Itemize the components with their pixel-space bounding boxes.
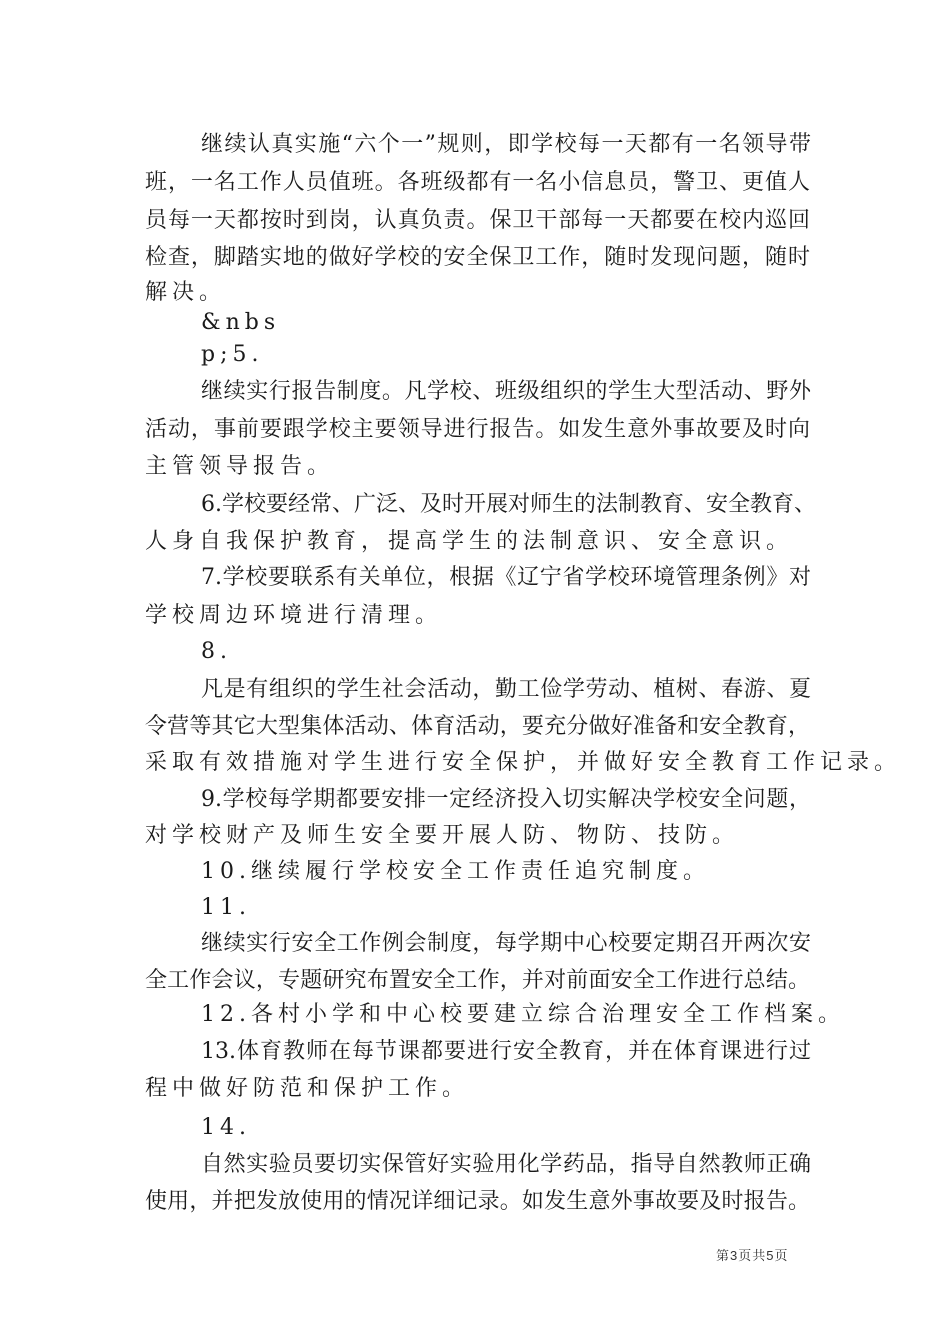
text-line: 继续认真实施“六个一”规则，即学校每一天都有一名领导带 — [201, 132, 811, 157]
text-line: 人身自我保护教育，提高学生的法制意识、安全意识。 — [145, 529, 794, 554]
text-line: 检查，脚踏实地的做好学校的安全保卫工作，随时发现问题，随时 — [145, 245, 810, 270]
text-line: 14. — [201, 1115, 251, 1140]
text-line: 凡是有组织的学生社会活动，勤工俭学劳动、植树、春游、夏 — [201, 677, 811, 702]
text-line: 主管领导报告。 — [145, 454, 335, 479]
text-line: 继续实行报告制度。凡学校、班级组织的学生大型活动、野外 — [201, 379, 811, 404]
text-line: 学校周边环境进行清理。 — [145, 603, 443, 628]
text-line: 活动，事前要跟学校主要领导进行报告。如发生意外事故要及时向 — [145, 417, 810, 442]
text-line: 10.继续履行学校安全工作责任追究制度。 — [201, 859, 710, 884]
text-line: 9.学校每学期都要安排一定经济投入切实解决学校安全问题， — [201, 787, 811, 812]
text-line: 12.各村小学和中心校要建立综合治理安全工作档案。 — [201, 1002, 845, 1027]
text-line: 全工作会议，专题研究布置安全工作，并对前面安全工作进行总结。 — [145, 968, 810, 993]
text-line: 解决。 — [145, 280, 227, 305]
text-line: 对学校财产及师生安全要开展人防、物防、技防。 — [145, 823, 740, 848]
text-line: 班，一名工作人员值班。各班级都有一名小信息员，警卫、更值人 — [145, 170, 810, 195]
text-line: p;5. — [201, 342, 264, 367]
text-line: 使用，并把发放使用的情况详细记录。如发生意外事故要及时报告。 — [145, 1189, 810, 1214]
text-line: 7.学校要联系有关单位，根据《辽宁省学校环境管理条例》对 — [201, 565, 811, 590]
text-line: 自然实验员要切实保管好实验用化学药品，指导自然教师正确 — [201, 1152, 811, 1177]
text-line: 6.学校要经常、广泛、及时开展对师生的法制教育、安全教育、 — [201, 492, 816, 517]
text-line: 8. — [201, 639, 232, 664]
text-line: 采取有效措施对学生进行安全保护，并做好安全教育工作记录。 — [145, 750, 902, 775]
text-line: 令营等其它大型集体活动、体育活动，要充分做好准备和安全教育， — [145, 714, 810, 739]
text-line: 继续实行安全工作例会制度，每学期中心校要定期召开两次安 — [201, 931, 811, 956]
text-line: 13.体育教师在每节课都要进行安全教育，并在体育课进行过 — [201, 1039, 811, 1064]
page-number-footer: 第3页共5页 — [716, 1248, 789, 1263]
text-line: &nbs — [201, 310, 281, 335]
text-line: 员每一天都按时到岗，认真负责。保卫干部每一天都要在校内巡回 — [145, 208, 810, 233]
text-line: 程中做好防范和保护工作。 — [145, 1076, 470, 1101]
text-line: 11. — [201, 895, 251, 920]
